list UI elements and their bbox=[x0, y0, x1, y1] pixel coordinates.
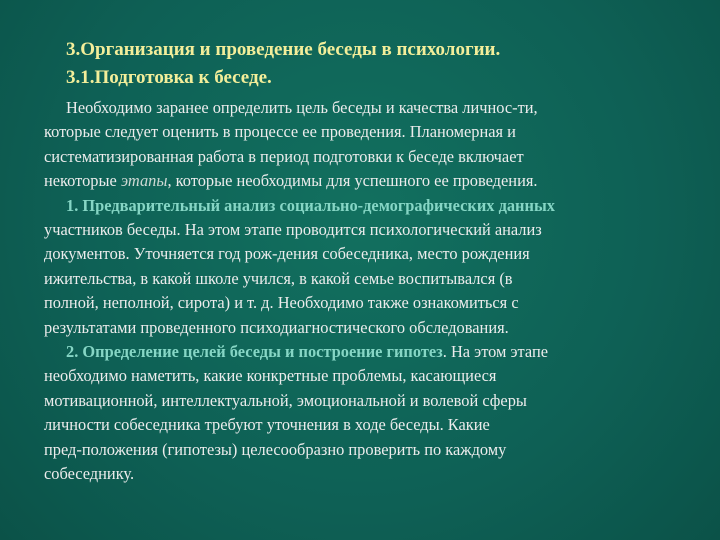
italic-term: этапы bbox=[120, 171, 168, 191]
title-line-2: 3.1.Подготовка к беседе. bbox=[66, 67, 272, 88]
slide-title bbox=[66, 36, 500, 92]
step-1-line: участников беседы. На этом этапе проводится психологический анализ bbox=[44, 220, 542, 240]
step-1-line: документов. Уточняется год рож-дения собеседника, место рождения bbox=[44, 244, 530, 264]
slide-body bbox=[44, 96, 684, 487]
step-1-line: ижительства, в какой школе учился, в какой семье воспитывался (в bbox=[44, 268, 513, 288]
intro-line: систематизированная работа в период подготовки к беседе включает bbox=[44, 146, 524, 166]
step-1-line: полной, неполной, сирота) и т. д. Необходимо также ознакомиться с bbox=[44, 293, 519, 313]
paragraph-step-1 bbox=[44, 194, 684, 340]
step-1-heading: 1. Предварительный анализ социально-демографических данных bbox=[66, 195, 555, 215]
paragraph-intro bbox=[44, 96, 684, 194]
step-2-line: личности собеседника требуют уточнения в ходе беседы. Какие bbox=[44, 415, 490, 435]
step-2-line: необходимо наметить, какие конкретные проблемы, касающиеся bbox=[44, 366, 497, 386]
intro-text: некоторые bbox=[44, 171, 121, 191]
step-2-heading: 2. Определение целей беседы и построение гипотез bbox=[66, 342, 443, 362]
step-2-line-1 bbox=[44, 340, 684, 364]
step-1-line: результатами проведенного психодиагностического обследования. bbox=[44, 317, 509, 337]
intro-line: Необходимо заранее определить цель беседы и качества личнос-ти, bbox=[66, 98, 538, 117]
intro-line-4 bbox=[44, 169, 684, 193]
title-line-1: 3.Организация и проведение беседы в психологии. bbox=[66, 39, 501, 60]
paragraph-step-2 bbox=[44, 340, 684, 486]
step-2-line: мотивационной, интеллектуальной, эмоциональной и волевой сферы bbox=[44, 390, 527, 410]
intro-line: которые следует оценить в процессе ее проведения. Планомерная и bbox=[44, 122, 516, 142]
intro-text: , которые необходимы для успешного ее проведения. bbox=[167, 171, 538, 191]
step-2-line: пред-положения (гипотезы) целесообразно проверить по каждому bbox=[44, 439, 507, 459]
step-2-line: собеседнику. bbox=[44, 464, 135, 484]
step-2-text: . На этом этапе bbox=[442, 342, 548, 362]
